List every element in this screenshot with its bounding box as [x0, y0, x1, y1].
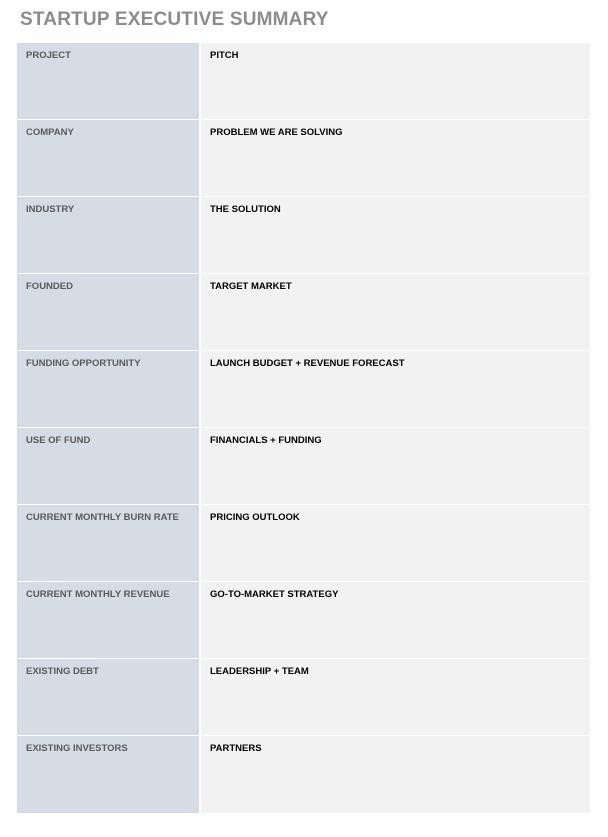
- field-label-existing-investors[interactable]: EXISTING INVESTORS: [17, 736, 201, 813]
- field-section-target-market[interactable]: TARGET MARKET: [201, 274, 590, 350]
- field-label-burn-rate[interactable]: CURRENT MONTHLY BURN RATE: [17, 505, 201, 581]
- field-section-financials[interactable]: FINANCIALS + FUNDING: [201, 428, 590, 504]
- table-row: [17, 582, 590, 659]
- table-row: [17, 736, 590, 813]
- field-section-pricing-outlook[interactable]: PRICING OUTLOOK: [201, 505, 590, 581]
- table-row: [17, 120, 590, 197]
- field-label-founded[interactable]: FOUNDED: [17, 274, 201, 350]
- table-row: [17, 428, 590, 505]
- field-label-funding-opportunity[interactable]: FUNDING OPPORTUNITY: [17, 351, 201, 427]
- field-section-go-to-market[interactable]: GO-TO-MARKET STRATEGY: [201, 582, 590, 658]
- field-section-partners[interactable]: PARTNERS: [201, 736, 590, 813]
- field-label-monthly-revenue[interactable]: CURRENT MONTHLY REVENUE: [17, 582, 201, 658]
- field-section-problem[interactable]: PROBLEM WE ARE SOLVING: [201, 120, 590, 196]
- table-row: [17, 274, 590, 351]
- field-section-pitch[interactable]: PITCH: [201, 43, 590, 119]
- table-row: [17, 43, 590, 120]
- field-label-existing-debt[interactable]: EXISTING DEBT: [17, 659, 201, 735]
- field-section-leadership[interactable]: LEADERSHIP + TEAM: [201, 659, 590, 735]
- field-label-company[interactable]: COMPANY: [17, 120, 201, 196]
- table-row: [17, 659, 590, 736]
- page-title: STARTUP EXECUTIVE SUMMARY: [20, 9, 329, 30]
- table-row: [17, 197, 590, 274]
- table-row: [17, 505, 590, 582]
- table-row: [17, 351, 590, 428]
- field-section-launch-budget[interactable]: LAUNCH BUDGET + REVENUE FORECAST: [201, 351, 590, 427]
- field-label-use-of-fund[interactable]: USE OF FUND: [17, 428, 201, 504]
- field-section-solution[interactable]: THE SOLUTION: [201, 197, 590, 273]
- field-label-project[interactable]: PROJECT: [17, 43, 201, 119]
- summary-table: [17, 43, 590, 813]
- field-label-industry[interactable]: INDUSTRY: [17, 197, 201, 273]
